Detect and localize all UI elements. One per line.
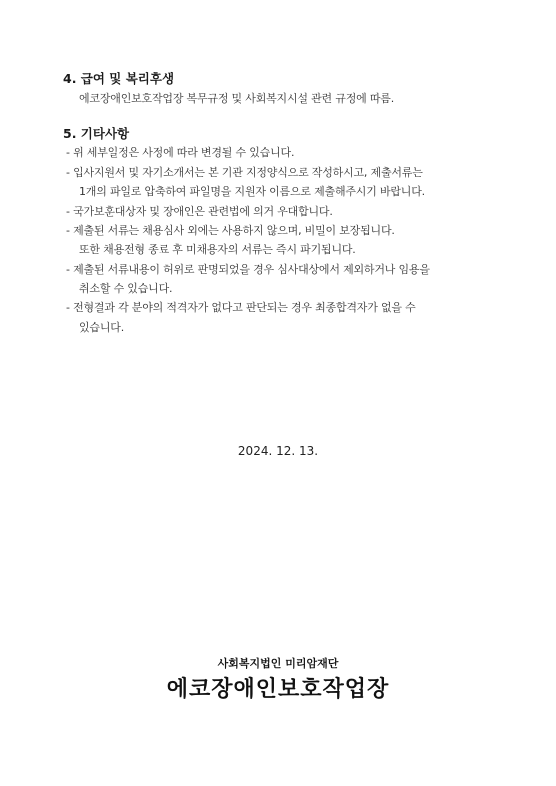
- section-4-line: 에코장애인보호작업장 복무규정 및 사회복지시설 관련 규정에 따름.: [79, 92, 395, 105]
- section-5-line: 취소할 수 있습니다.: [79, 282, 173, 295]
- section-5-title: 5. 기타사항: [63, 126, 130, 141]
- section-5-line: 1개의 파일로 압축하여 파일명을 지원자 이름으로 제출해주시기 바랍니다.: [79, 185, 425, 198]
- section-5-line: - 제출된 서류는 채용심사 외에는 사용하지 않으며, 비밀이 보장됩니다.: [66, 224, 395, 237]
- organization-name: 에코장애인보호작업장: [166, 677, 390, 702]
- section-5-line: - 위 세부일정은 사정에 따라 변경될 수 있습니다.: [66, 146, 295, 159]
- section-5-line: - 제출된 서류내용이 허위로 판명되었을 경우 심사대상에서 제외하거나 임용을: [66, 263, 430, 276]
- section-5-line: - 전형결과 각 분야의 적격자가 없다고 판단되는 경우 최종합격자가 없을 수: [66, 301, 416, 314]
- issue-date: 2024. 12. 13.: [237, 444, 319, 458]
- section-5-line: - 입사지원서 및 자기소개서는 본 기관 지정양식으로 작성하시고, 제출서류는: [66, 166, 423, 179]
- section-4-title: 4. 급여 및 복리후생: [63, 71, 175, 86]
- section-5-line: 있습니다.: [79, 321, 125, 334]
- section-5-line: - 국가보훈대상자 및 장애인은 관련법에 의거 우대합니다.: [66, 205, 333, 218]
- parent-organization: 사회복지법인 미리암재단: [217, 657, 339, 670]
- section-5-line: 또한 채용전형 종료 후 미채용자의 서류는 즉시 파기됩니다.: [79, 243, 356, 256]
